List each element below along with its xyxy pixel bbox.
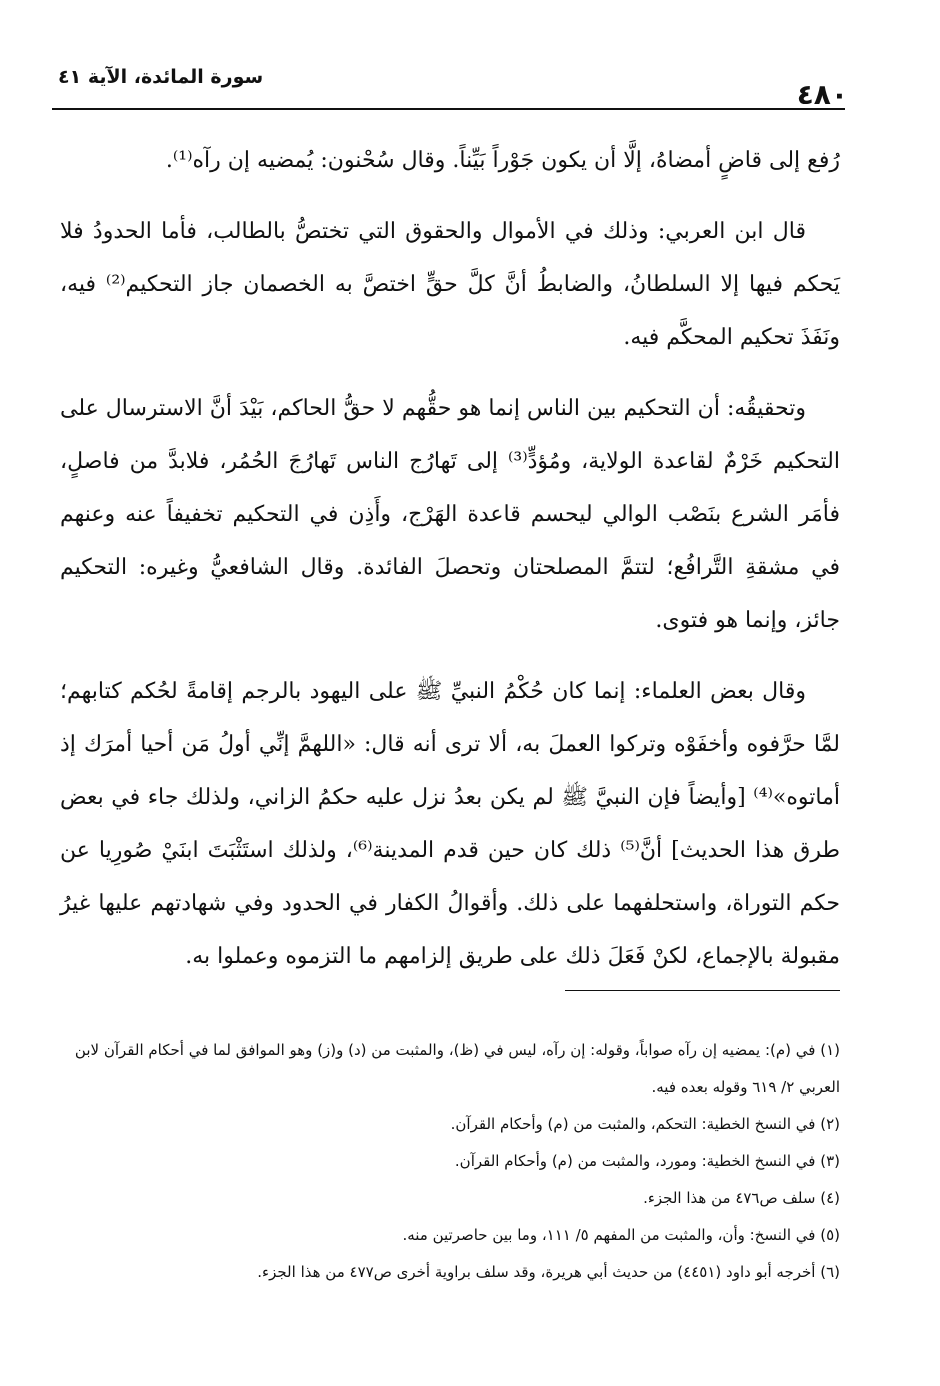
header-divider — [52, 108, 845, 110]
footnote: (٦) أخرجه أبو داود (٤٤٥١) من حديث أبي هريرة، وقد سلف براوية أخرى ص٤٧٧ من هذا الجزء. — [257, 1263, 840, 1281]
footnote: (٢) في النسخ الخطية: التحكم، والمثبت من (م) وأحكام القرآن. — [450, 1115, 840, 1133]
main-text — [60, 134, 840, 1001]
footnote: (٥) في النسخ: وأن، والمثبت من المفهم ٥/ ١١١، وما بين حاصرتين منه. — [402, 1226, 840, 1244]
footnote: (١) في (م): يمضيه إن رآه صواباً، وقوله: إن رآه، ليس في (ظ)، والمثبت من (د) و(ز) وهو الموافق لما في أحكام القرآن لابن العربي ٢/ ٦١٩ وقوله بعده فيه. — [74, 1041, 840, 1096]
footnote: (٤) سلف ص٤٧٦ من هذا الجزء. — [643, 1189, 840, 1207]
page-number: ٤٨٠ — [796, 78, 848, 111]
footnote: (٣) في النسخ الخطية: ومورد، والمثبت من (م) وأحكام القرآن. — [454, 1152, 840, 1170]
running-header-title: سورة المائدة، الآية ٤١ — [58, 66, 264, 88]
paragraph: قال ابن العربي: وذلك في الأموال والحقوق التي تختصُّ بالطالب، فأما الحدودُ فلا يَحكم فيها إلا السلطانُ، والضابطُ أنَّ كلَّ حقٍّ اختصَّ به الخصمان جاز التحكيم⁽²⁾ فيه، ونَفَذَ تحكيم المحكَّم فيه. — [60, 219, 840, 350]
paragraph: وقال بعض العلماء: إنما كان حُكْمُ النبيِّ ﷺ على اليهود بالرجم إقامةً لحُكم كتابهم؛ لمَّا حرَّفوه وأخفَوْه وتركوا العملَ به، ألا ترى أنه قال: «اللهمَّ إنِّي أولُ مَن أحيا أمرَك إذ أماتوه»⁽⁴⁾ [وأيضاً فإن النبيَّ ﷺ لم يكن بعدُ نزل عليه حكمُ الزاني، ولذلك جاء في بعض طرق هذا الحديث] أنَّ⁽⁵⁾ ذلك كان حين قدم المدينة⁽⁶⁾، ولذلك استَثْبَتَ ابنَيْ صُورِيا عن حكم التوراة، واستحلفهما على ذلك. وأقوالُ الكفار في الحدود وفي شهادتهم عليها غيرُ مقبولة بالإجماع، لكنْ فَعَلَ ذلك على طريق إلزامهم ما التزموه وعملوا به. — [60, 679, 841, 969]
paragraph: وتحقيقُه: أن التحكيم بين الناس إنما هو حقُّهم لا حقُّ الحاكم، بَيْدَ أنَّ الاسترسال على التحكيم خَرْمٌ لقاعدة الولاية، ومُؤدٍّ⁽³⁾ إلى تَهارُج الناس تَهارُجَ الحُمُر، فلابدَّ من فاصلٍ، فأمَر الشرع بنَصْب الوالي ليحسم قاعدة الهَرْج، وأَذِن في التحكيم تخفيفاً عنه وعنهم في مشقةِ التَّرافُع؛ لتتمَّ المصلحتان وتحصلَ الفائدة. وقال الشافعيُّ وغيره: التحكيم جائز، وإنما هو فتوى. — [60, 396, 840, 633]
paragraph: رُفع إلى قاضٍ أمضاهُ، إلَّا أن يكون جَوْراً بَيِّناً. وقال سُحْنون: يُمضيه إن رآه⁽¹⁾. — [165, 148, 840, 173]
footnotes — [52, 1032, 840, 1291]
footnote-divider — [565, 990, 840, 991]
